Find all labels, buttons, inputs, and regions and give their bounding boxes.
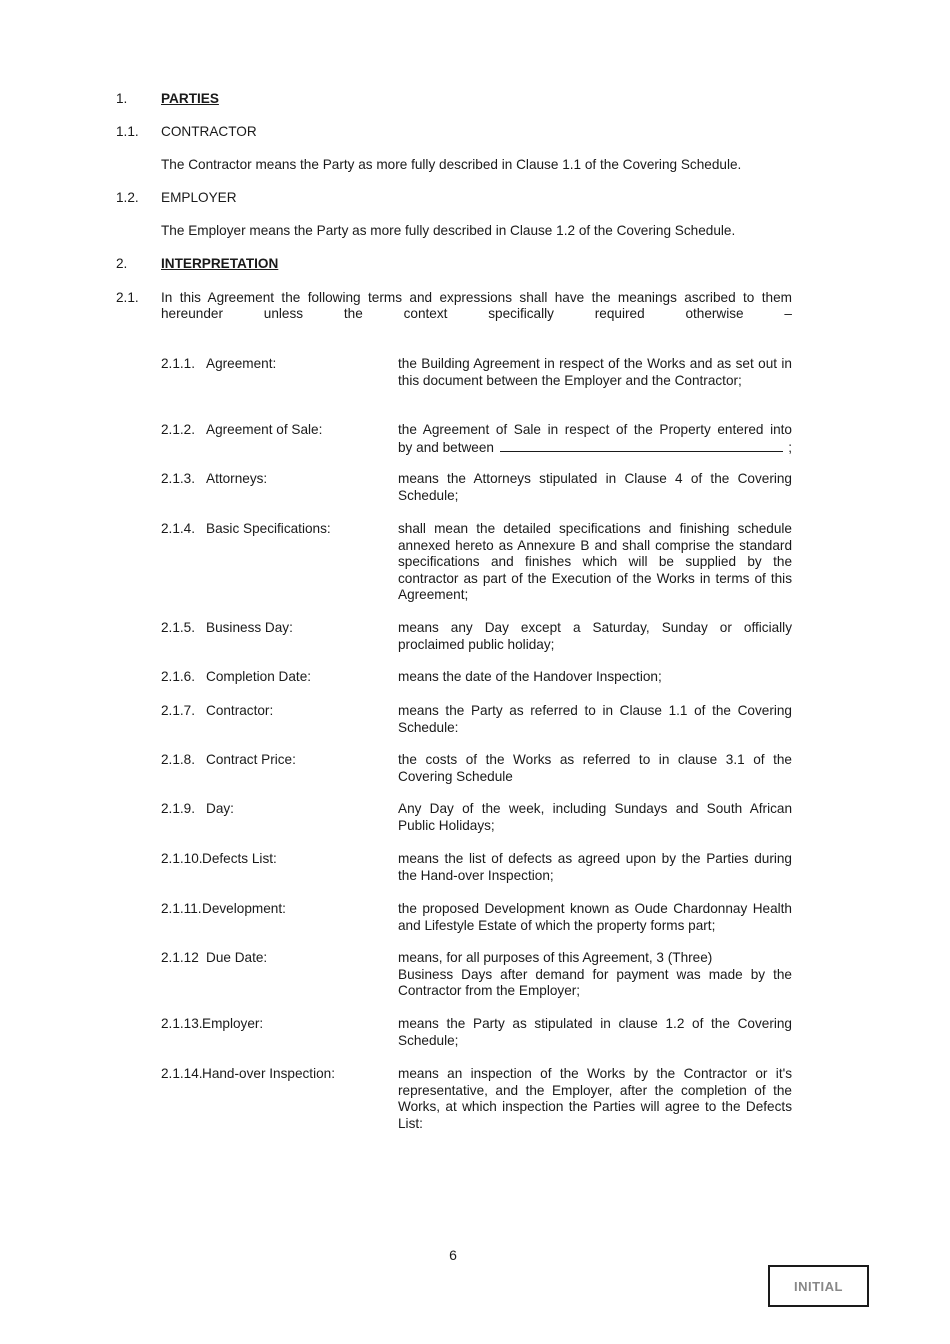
definition-term: Business Day: — [206, 620, 293, 635]
definition-text: Any Day of the week, including Sundays and South African Public Holidays; — [398, 801, 792, 833]
definition-number: 2.1.11. — [161, 901, 202, 916]
definition-term: Development: — [202, 901, 286, 916]
definition-number: 2.1.9. — [161, 801, 196, 816]
definition-text-line1: means, for all purposes of this Agreement, 3 (Three) — [398, 950, 713, 965]
clause-2-1-intro-line1: In this Agreement the following terms and expressions shall have the meanings ascribed to them — [161, 290, 792, 305]
definition-term: Completion Date: — [206, 669, 312, 684]
definition-number: 2.1.2. — [161, 422, 196, 437]
clause-2-1-number: 2.1. — [116, 290, 139, 305]
clause-1-2-heading: EMPLOYER — [161, 190, 237, 205]
by-and-between-label: by and between — [398, 439, 494, 455]
initial-label: INITIAL — [794, 1278, 843, 1294]
definition-text: the costs of the Works as referred to in clause 3.1 of the Covering Schedule — [398, 752, 792, 784]
party-blank-line[interactable] — [500, 439, 783, 452]
section-1-number: 1. — [116, 91, 128, 106]
definition-number: 2.1.14. — [161, 1066, 203, 1081]
definition-term: Hand-over Inspection: — [202, 1066, 335, 1081]
definition-text-rest: Business Days after demand for payment was made by the Contractor from the Employer; — [398, 966, 792, 998]
definition-term: Due Date: — [206, 950, 268, 965]
definition-term: Defects List: — [202, 851, 277, 866]
definition-number: 2.1.6. — [161, 669, 196, 684]
definition-term: Basic Specifications: — [206, 521, 331, 536]
definition-number: 2.1.12 — [161, 950, 199, 965]
clause-1-1-text: The Contractor means the Party as more fully described in Clause 1.1 of the Covering Schedule. — [161, 157, 742, 172]
definition-text: means an inspection of the Works by the Contractor or it's representative, and the Employer, after the completion of the Works, at which inspection the Parties will agree to the Defects List: — [398, 1066, 792, 1131]
definition-text — [398, 422, 792, 456]
definition-text-line1: the Agreement of Sale in respect of the Property entered into — [398, 422, 792, 437]
definition-text: means the Attorneys stipulated in Clause 4 of the Covering Schedule; — [398, 471, 792, 503]
definition-text: means the Party as referred to in Clause 1.1 of the Covering Schedule: — [398, 703, 792, 735]
clause-1-2-number: 1.2. — [116, 190, 139, 205]
definition-number: 2.1.8. — [161, 752, 196, 767]
section-2-title: INTERPRETATION — [161, 256, 279, 271]
definition-number: 2.1.1. — [161, 356, 196, 371]
definition-text: the Building Agreement in respect of the Works and as set out in this document between the Employer and the Contractor; — [398, 356, 792, 388]
definition-number: 2.1.3. — [161, 471, 196, 486]
definition-term: Contractor: — [206, 703, 274, 718]
initial-box[interactable] — [768, 1265, 869, 1307]
definition-number: 2.1.13. — [161, 1016, 203, 1031]
clause-1-1-heading: CONTRACTOR — [161, 124, 257, 139]
definition-text: means any Day except a Saturday, Sunday or officially proclaimed public holiday; — [398, 620, 792, 652]
definition-term: Employer: — [202, 1016, 264, 1031]
definition-term: Day: — [206, 801, 234, 816]
definition-text-line2 — [398, 439, 792, 457]
definition-text: means the date of the Handover Inspection; — [398, 669, 662, 684]
definition-text: the proposed Development known as Oude Chardonnay Health and Lifestyle Estate of which the property forms part; — [398, 901, 792, 933]
page-number: 6 — [449, 1247, 457, 1263]
definition-text: shall mean the detailed specifications and finishing schedule annexed hereto as Annexure B and shall comprise the standard specifications and finishes which will be supplied by the contractor as part of the Execution of the Works in terms of this Agreement; — [398, 521, 792, 602]
clause-1-1-number: 1.1. — [116, 124, 139, 139]
definition-term: Contract Price: — [206, 752, 296, 767]
section-2-number: 2. — [116, 256, 128, 271]
definition-term: Agreement of Sale: — [206, 422, 323, 437]
definition-text — [398, 950, 792, 1000]
section-1-title: PARTIES — [161, 91, 219, 106]
clause-2-1-intro-line2: hereunder unless the context specifically required otherwise – — [161, 306, 792, 321]
definition-text: means the Party as stipulated in clause 1.2 of the Covering Schedule; — [398, 1016, 792, 1048]
definition-term: Attorneys: — [206, 471, 268, 486]
definition-number: 2.1.5. — [161, 620, 196, 635]
definition-number: 2.1.10. — [161, 851, 203, 866]
definition-text: means the list of defects as agreed upon by the Parties during the Hand-over Inspection; — [398, 851, 792, 883]
clause-1-2-text: The Employer means the Party as more fully described in Clause 1.2 of the Covering Schedule. — [161, 223, 736, 238]
definition-number: 2.1.7. — [161, 703, 196, 718]
definition-number: 2.1.4. — [161, 521, 196, 536]
definition-term: Agreement: — [206, 356, 277, 371]
line-end-semicolon: ; — [788, 439, 792, 455]
